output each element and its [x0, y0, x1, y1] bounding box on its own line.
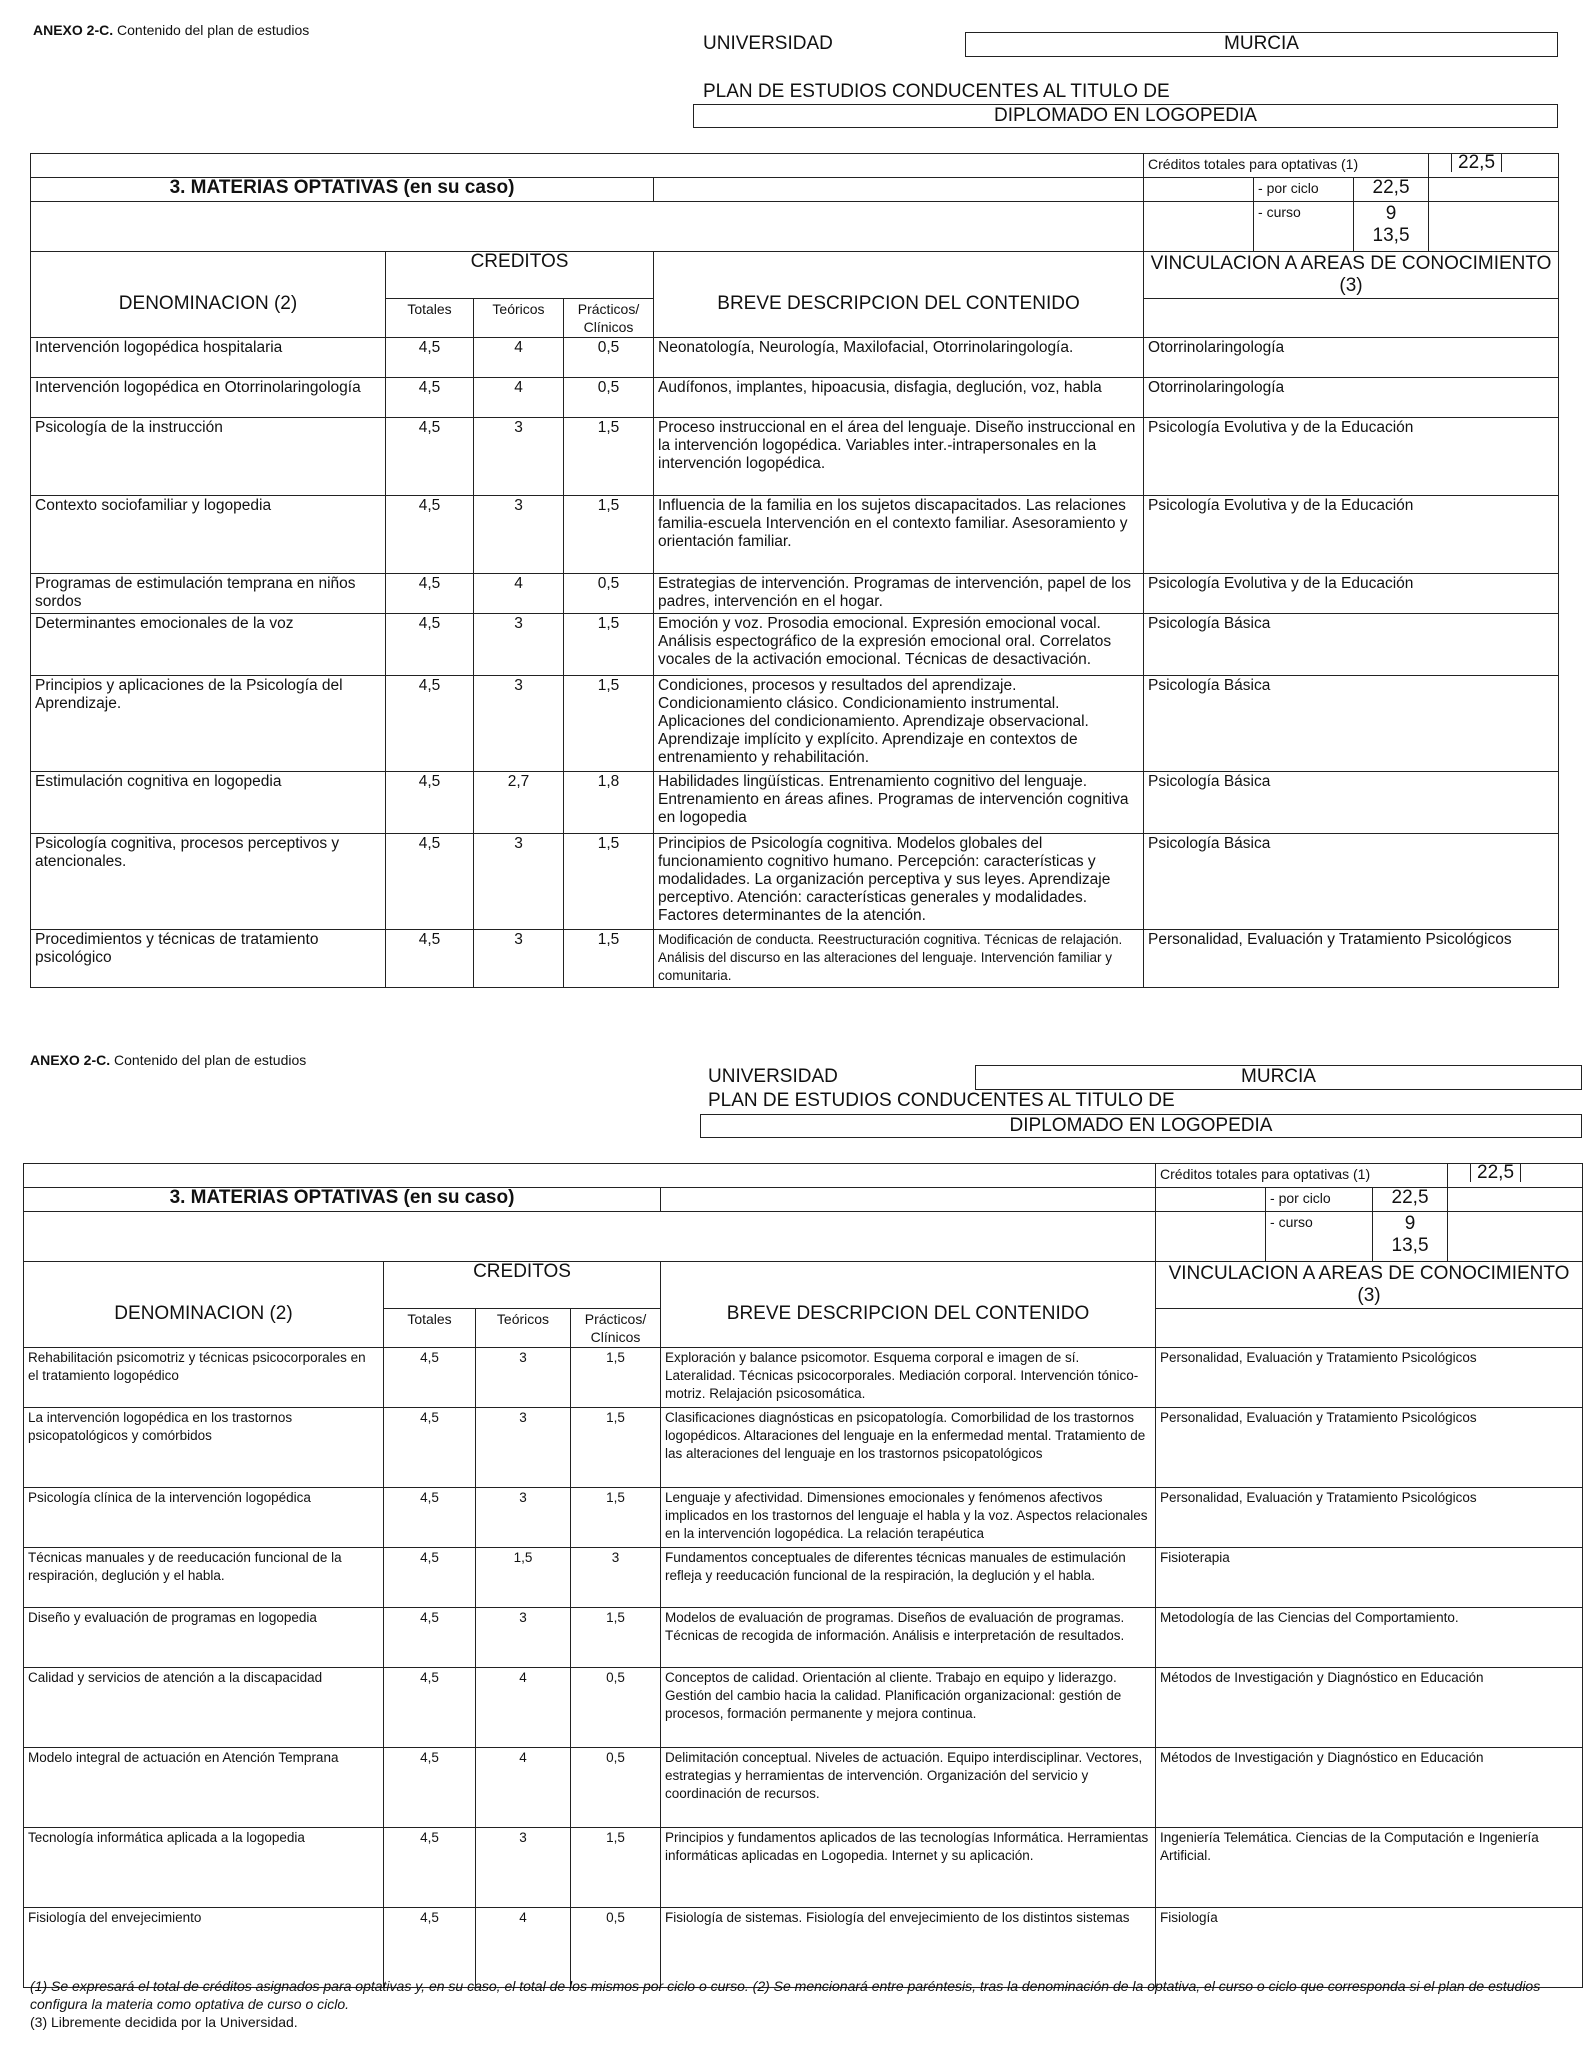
table-row — [31, 418, 1559, 496]
col-descripcion: BREVE DESCRIPCION DEL CONTENIDO — [654, 252, 1144, 338]
credit-practicos: 1,8 — [564, 772, 654, 834]
credit-practicos: 0,5 — [571, 1908, 661, 1988]
knowledge-area: Psicología Evolutiva y de la Educación — [1144, 496, 1559, 574]
header-blank-cell — [31, 154, 1144, 178]
table-row — [31, 574, 1559, 614]
col-practicos: Prácticos/ Clínicos — [571, 1309, 661, 1348]
credit-practicos: 1,5 — [564, 614, 654, 676]
credit-practicos: 1,5 — [571, 1348, 661, 1408]
optativas-table-2 — [23, 1163, 1583, 1988]
annex-text: Contenido del plan de estudios — [117, 22, 310, 38]
spacer — [31, 202, 1144, 252]
curso-value-1: 9 — [1404, 1213, 1416, 1234]
credit-practicos: 1,5 — [571, 1828, 661, 1908]
annex-heading — [30, 1052, 306, 1068]
table-row — [31, 496, 1559, 574]
table-row — [31, 834, 1559, 930]
description: Delimitación conceptual. Niveles de actuación. Equipo interdisciplinar. Vectores, estrategias y herramientas de intervención. Organización del servicio y coordinación de recursos. — [661, 1748, 1156, 1828]
description: Emoción y voz. Prosodia emocional. Expresión emocional vocal. Análisis espectográfico de la expresión emocional oral. Correlatos vocales de la activación emocional. Técnicas de desactivación. — [654, 614, 1144, 676]
table-row — [31, 676, 1559, 772]
creditos-totales-number: 22,5 — [1470, 1164, 1521, 1182]
credit-practicos: 1,5 — [564, 930, 654, 988]
table-row — [24, 1348, 1583, 1408]
credit-teoricos: 4 — [476, 1748, 571, 1828]
credit-practicos: 0,5 — [564, 338, 654, 378]
section-title: 3. MATERIAS OPTATIVAS (en su caso) — [24, 1188, 661, 1212]
credit-teoricos: 3 — [476, 1488, 571, 1548]
spacer — [1448, 1212, 1583, 1262]
credit-totales: 4,5 — [386, 614, 474, 676]
credit-teoricos: 3 — [474, 930, 564, 988]
col-creditos: CREDITOS — [386, 252, 654, 299]
credit-practicos: 1,5 — [564, 418, 654, 496]
subject-name: Psicología cognitiva, procesos perceptivos y atencionales. — [31, 834, 386, 930]
subject-name: Técnicas manuales y de reeducación funcional de la respiración, deglución y el habla. — [24, 1548, 384, 1608]
description: Principios de Psicología cognitiva. Modelos globales del funcionamiento cognitivo humano. Percepción: características y modalidades. La organización perceptiva y sus leyes. Aprendizaje perceptivo. Atención: características generales y modalidades. Factores determinantes de la atención. — [654, 834, 1144, 930]
credit-practicos: 1,5 — [571, 1488, 661, 1548]
universidad-value: MURCIA — [975, 1065, 1582, 1090]
subject-name: Intervención logopédica en Otorrinolaringología — [31, 378, 386, 418]
plan-label: PLAN DE ESTUDIOS CONDUCENTES AL TITULO DE — [703, 81, 1170, 102]
spacer — [24, 1212, 1156, 1262]
por-ciclo-label: - por ciclo — [1266, 1188, 1373, 1212]
knowledge-area: Psicología Básica — [1144, 614, 1559, 676]
description: Fisiología de sistemas. Fisiología del envejecimiento de los distintos sistemas — [661, 1908, 1156, 1988]
credit-totales: 4,5 — [384, 1828, 476, 1908]
subject-name: Diseño y evaluación de programas en logopedia — [24, 1608, 384, 1668]
curso-values — [1373, 1212, 1448, 1262]
table-row — [24, 1488, 1583, 1548]
credit-practicos: 3 — [571, 1548, 661, 1608]
knowledge-area: Otorrinolaringología — [1144, 338, 1559, 378]
credit-totales: 4,5 — [384, 1408, 476, 1488]
credit-teoricos: 3 — [474, 418, 564, 496]
knowledge-area: Otorrinolaringología — [1144, 378, 1559, 418]
credit-teoricos: 3 — [476, 1348, 571, 1408]
credit-totales: 4,5 — [386, 574, 474, 614]
curso-label: - curso — [1254, 202, 1354, 252]
credit-totales: 4,5 — [384, 1668, 476, 1748]
plan-value: DIPLOMADO EN LOGOPEDIA — [693, 104, 1558, 128]
credit-totales: 4,5 — [386, 834, 474, 930]
spacer — [1144, 178, 1254, 202]
subject-name: Determinantes emocionales de la voz — [31, 614, 386, 676]
subject-name: Psicología clínica de la intervención logopédica — [24, 1488, 384, 1548]
knowledge-area: Psicología Evolutiva y de la Educación — [1144, 418, 1559, 496]
curso-values — [1354, 202, 1429, 252]
creditos-totales-number: 22,5 — [1451, 154, 1502, 172]
table-body-1 — [31, 338, 1559, 988]
subject-name: La intervención logopédica en los trastornos psicopatológicos y comórbidos — [24, 1408, 384, 1488]
spacer — [1429, 202, 1559, 252]
por-ciclo-value: 22,5 — [1373, 1188, 1448, 1212]
credit-teoricos: 3 — [476, 1608, 571, 1668]
credit-teoricos: 1,5 — [476, 1548, 571, 1608]
universidad-value: MURCIA — [965, 32, 1558, 57]
annex-label: ANEXO 2-C. — [30, 1052, 111, 1068]
credit-totales: 4,5 — [386, 496, 474, 574]
description: Principios y fundamentos aplicados de las tecnologías Informática. Herramientas informáticas aplicadas en Logopedia. Internet y su aplicación. — [661, 1828, 1156, 1908]
spacer — [1156, 1212, 1266, 1262]
annex-label: ANEXO 2-C. — [33, 22, 114, 38]
knowledge-area: Personalidad, Evaluación y Tratamiento Psicológicos — [1156, 1408, 1583, 1488]
knowledge-area: Psicología Básica — [1144, 772, 1559, 834]
annex-heading — [33, 22, 309, 38]
table-row — [24, 1668, 1583, 1748]
credit-practicos: 1,5 — [564, 834, 654, 930]
credit-practicos: 0,5 — [564, 378, 654, 418]
knowledge-area: Ingeniería Telemática. Ciencias de la Computación e Ingeniería Artificial. — [1156, 1828, 1583, 1908]
credit-totales: 4,5 — [384, 1348, 476, 1408]
credit-teoricos: 4 — [474, 378, 564, 418]
creditos-totales-value — [1429, 154, 1559, 178]
section-title: 3. MATERIAS OPTATIVAS (en su caso) — [31, 178, 654, 202]
footnotes — [30, 1977, 1570, 2031]
col-totales: Totales — [384, 1309, 476, 1348]
credit-teoricos: 3 — [474, 496, 564, 574]
credit-totales: 4,5 — [384, 1908, 476, 1988]
subject-name: Fisiología del envejecimiento — [24, 1908, 384, 1988]
subject-name: Principios y aplicaciones de la Psicología del Aprendizaje. — [31, 676, 386, 772]
description: Modelos de evaluación de programas. Diseños de evaluación de programas. Técnicas de recogida de información. Análisis e interpretación de resultados. — [661, 1608, 1156, 1668]
credit-teoricos: 4 — [474, 574, 564, 614]
credit-totales: 4,5 — [386, 378, 474, 418]
credit-totales: 4,5 — [384, 1608, 476, 1668]
spacer — [1144, 299, 1559, 338]
col-vinculacion: VINCULACION A AREAS DE CONOCIMIENTO (3) — [1144, 252, 1559, 299]
credit-practicos: 0,5 — [564, 574, 654, 614]
spacer — [1429, 178, 1559, 202]
table-row — [31, 772, 1559, 834]
page-2 — [0, 1010, 1595, 2055]
subject-name: Procedimientos y técnicas de tratamiento psicológico — [31, 930, 386, 988]
credit-totales: 4,5 — [386, 772, 474, 834]
description: Condiciones, procesos y resultados del aprendizaje. Condicionamiento clásico. Condicionamiento instrumental. Aplicaciones del condicionamiento. Aprendizaje observacional. Aprendizaje implícito y explícito. Aprendizaje en contextos de entrenamiento y rehabilitación. — [654, 676, 1144, 772]
credit-totales: 4,5 — [386, 338, 474, 378]
description: Neonatología, Neurología, Maxilofacial, Otorrinolaringología. — [654, 338, 1144, 378]
plan-label: PLAN DE ESTUDIOS CONDUCENTES AL TITULO DE — [708, 1090, 1175, 1111]
table-row — [24, 1548, 1583, 1608]
spacer — [24, 1164, 1156, 1188]
credit-practicos: 1,5 — [571, 1608, 661, 1668]
curso-value-2: 13,5 — [1391, 1235, 1429, 1256]
table-row — [24, 1408, 1583, 1488]
creditos-totales-value — [1448, 1164, 1583, 1188]
credit-teoricos: 3 — [474, 614, 564, 676]
col-teoricos: Teóricos — [474, 299, 564, 338]
subject-name: Estimulación cognitiva en logopedia — [31, 772, 386, 834]
col-denominacion: DENOMINACION (2) — [31, 252, 386, 338]
col-denominacion: DENOMINACION (2) — [24, 1262, 384, 1348]
por-ciclo-value: 22,5 — [1354, 178, 1429, 202]
credit-teoricos: 3 — [474, 676, 564, 772]
credit-practicos: 1,5 — [571, 1408, 661, 1488]
description: Modificación de conducta. Reestructuración cognitiva. Técnicas de relajación. Análisis del discurso en las alteraciones del lenguaje. Intervención familiar y comunitaria. — [654, 930, 1144, 988]
col-vinculacion: VINCULACION A AREAS DE CONOCIMIENTO (3) — [1156, 1262, 1583, 1309]
knowledge-area: Metodología de las Ciencias del Comportamiento. — [1156, 1608, 1583, 1668]
subject-name: Contexto sociofamiliar y logopedia — [31, 496, 386, 574]
description: Clasificaciones diagnósticas en psicopatología. Comorbilidad de los trastornos logopédicos. Altaraciones del lenguaje en la enfermedad mental. Tratamiento de las alteraciones del lenguaje en los trastornos psicopatológicos — [661, 1408, 1156, 1488]
optativas-table-1 — [30, 153, 1559, 988]
description: Exploración y balance psicomotor. Esquema corporal e imagen de sí. Lateralidad. Técnicas psicocorporales. Mediación corporal. Intervención tónico-motriz. Relajación psicosomática. — [661, 1348, 1156, 1408]
por-ciclo-label: - por ciclo — [1254, 178, 1354, 202]
knowledge-area: Personalidad, Evaluación y Tratamiento Psicológicos — [1156, 1488, 1583, 1548]
col-totales: Totales — [386, 299, 474, 338]
credit-totales: 4,5 — [386, 930, 474, 988]
annex-text: Contenido del plan de estudios — [114, 1052, 307, 1068]
credit-teoricos: 4 — [476, 1668, 571, 1748]
knowledge-area: Fisioterapia — [1156, 1548, 1583, 1608]
credit-practicos: 1,5 — [564, 496, 654, 574]
col-creditos: CREDITOS — [384, 1262, 661, 1309]
credit-teoricos: 3 — [476, 1828, 571, 1908]
knowledge-area: Psicología Evolutiva y de la Educación — [1144, 574, 1559, 614]
subject-name: Calidad y servicios de atención a la discapacidad — [24, 1668, 384, 1748]
spacer — [1156, 1309, 1583, 1348]
creditos-totales-label: Créditos totales para optativas (1) — [1156, 1164, 1448, 1188]
table-body-2 — [24, 1348, 1583, 1988]
page-1 — [0, 0, 1595, 1010]
subject-name: Programas de estimulación temprana en niños sordos — [31, 574, 386, 614]
universidad-label: UNIVERSIDAD — [703, 33, 833, 54]
knowledge-area: Personalidad, Evaluación y Tratamiento Psicológicos — [1156, 1348, 1583, 1408]
description: Fundamentos conceptuales de diferentes técnicas manuales de estimulación refleja y reeducación funcional de la respiración, la deglución y el habla. — [661, 1548, 1156, 1608]
credit-teoricos: 3 — [476, 1408, 571, 1488]
plan-value: DIPLOMADO EN LOGOPEDIA — [700, 1114, 1582, 1138]
knowledge-area: Personalidad, Evaluación y Tratamiento Psicológicos — [1144, 930, 1559, 988]
description: Estrategias de intervención. Programas de intervención, papel de los padres, intervención en el hogar. — [654, 574, 1144, 614]
table-row — [31, 338, 1559, 378]
table-row — [24, 1908, 1583, 1988]
spacer — [1448, 1188, 1583, 1212]
curso-value-1: 9 — [1385, 203, 1397, 224]
description: Habilidades lingüísticas. Entrenamiento cognitivo del lenguaje. Entrenamiento en áreas afines. Programas de intervención cognitiva en logopedia — [654, 772, 1144, 834]
credit-totales: 4,5 — [384, 1748, 476, 1828]
credit-totales: 4,5 — [386, 418, 474, 496]
credit-teoricos: 2,7 — [474, 772, 564, 834]
credit-totales: 4,5 — [384, 1488, 476, 1548]
subject-name: Modelo integral de actuación en Atención Temprana — [24, 1748, 384, 1828]
footnote-1: (1) Se expresará el total de créditos asignados para optativas y, en su caso, el total de los mismos por ciclo o curso. (2) Se mencionará entre paréntesis, tras la denominación de la optativa, el curso o ciclo que corresponda si el plan de estudios configura la materia como optativa de curso o ciclo. — [30, 1978, 1541, 2012]
credit-teoricos: 4 — [474, 338, 564, 378]
credit-teoricos: 3 — [474, 834, 564, 930]
spacer — [661, 1188, 1156, 1212]
table-row — [24, 1828, 1583, 1908]
description: Lenguaje y afectividad. Dimensiones emocionales y fenómenos afectivos implicados en los trastornos del lenguaje el habla y la voz. Aspectos relacionales en la intervención logopédica. La relación terapéutica — [661, 1488, 1156, 1548]
credit-practicos: 1,5 — [564, 676, 654, 772]
table-row — [24, 1748, 1583, 1828]
knowledge-area: Psicología Básica — [1144, 676, 1559, 772]
subject-name: Tecnología informática aplicada a la logopedia — [24, 1828, 384, 1908]
description: Conceptos de calidad. Orientación al cliente. Trabajo en equipo y liderazgo. Gestión del cambio hacia la calidad. Planificación organizacional: gestión de procesos, formación permanente y mejora continua. — [661, 1668, 1156, 1748]
description: Proceso instruccional en el área del lenguaje. Diseño instruccional en la intervención logopédica. Variables inter.-intrapersonales en la intervención logopédica. — [654, 418, 1144, 496]
credit-practicos: 0,5 — [571, 1668, 661, 1748]
table-row — [31, 614, 1559, 676]
col-descripcion: BREVE DESCRIPCION DEL CONTENIDO — [661, 1262, 1156, 1348]
knowledge-area: Métodos de Investigación y Diagnóstico en Educación — [1156, 1668, 1583, 1748]
col-teoricos: Teóricos — [476, 1309, 571, 1348]
spacer — [654, 178, 1144, 202]
table-row — [24, 1608, 1583, 1668]
credit-practicos: 0,5 — [571, 1748, 661, 1828]
subject-name: Rehabilitación psicomotriz y técnicas psicocorporales en el tratamiento logopédico — [24, 1348, 384, 1408]
knowledge-area: Psicología Básica — [1144, 834, 1559, 930]
creditos-totales-label: Créditos totales para optativas (1) — [1144, 154, 1429, 178]
description: Influencia de la familia en los sujetos discapacitados. Las relaciones familia-escuela Intervención en el contexto familiar. Asesoramiento y orientación familiar. — [654, 496, 1144, 574]
footnote-2: (3) Libremente decidida por la Universidad. — [30, 2014, 298, 2030]
col-practicos: Prácticos/ Clínicos — [564, 299, 654, 338]
curso-label: - curso — [1266, 1212, 1373, 1262]
curso-value-2: 13,5 — [1372, 225, 1410, 246]
credit-totales: 4,5 — [386, 676, 474, 772]
credit-totales: 4,5 — [384, 1548, 476, 1608]
subject-name: Psicología de la instrucción — [31, 418, 386, 496]
spacer — [1144, 202, 1254, 252]
spacer — [1156, 1188, 1266, 1212]
universidad-label: UNIVERSIDAD — [708, 1066, 838, 1087]
description: Audífonos, implantes, hipoacusia, disfagia, deglución, voz, habla — [654, 378, 1144, 418]
credit-teoricos: 4 — [476, 1908, 571, 1988]
knowledge-area: Fisiología — [1156, 1908, 1583, 1988]
table-row — [31, 930, 1559, 988]
knowledge-area: Métodos de Investigación y Diagnóstico en Educación — [1156, 1748, 1583, 1828]
table-row — [31, 378, 1559, 418]
subject-name: Intervención logopédica hospitalaria — [31, 338, 386, 378]
